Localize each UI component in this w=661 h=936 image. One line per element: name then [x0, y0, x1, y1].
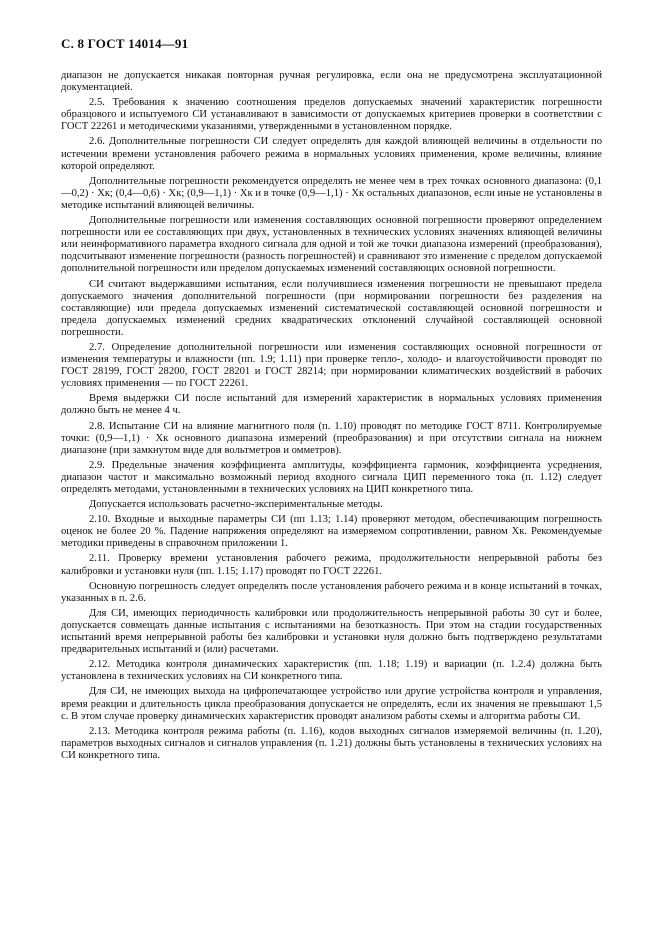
paragraph: 2.10. Входные и выходные параметры СИ (пп 1.13; 1.14) проверяют методом, обеспечивающим погрешность оценок не более 20 %. Падение напряжения определяют на измеряемом сопротивлении, равном Xк. Рекомендуемые методики приведены в справочном приложении 1.	[61, 514, 602, 550]
document-body	[61, 70, 602, 765]
paragraph: 2.11. Проверку времени установления рабочего режима, продолжительности непрерывной работы без калибровки и установки нуля (пп. 1.15; 1.17) проводят по ГОСТ 22261.	[61, 553, 602, 577]
paragraph: Для СИ, не имеющих выхода на цифропечатающее устройство или другие устройства контроля и управления, время реакции и длительность цикла преобразования допускается не определять, если их значения не превышают 1,5 с. В этом случае проверку динамических характеристик проводят анализом работы схемы и алгоритма работы СИ.	[61, 686, 602, 722]
paragraph: 2.13. Методика контроля режима работы (п. 1.16), кодов выходных сигналов измеряемой величины (п. 1.20), параметров выходных сигналов и сигналов управления (п. 1.21) должны быть установлены в технических условиях на СИ конкретного типа.	[61, 725, 602, 761]
paragraph: Время выдержки СИ после испытаний для измерений характеристик в нормальных условиях применения должно быть не менее 4 ч.	[61, 393, 602, 417]
paragraph: 2.7. Определение дополнительной погрешности или изменения составляющих основной погрешности от изменения температуры и влажности (пп. 1.9; 1.11) при проверке тепло-, холодо- и влагоустойчивости проводят по ГОСТ 28199, ГОСТ 28200, ГОСТ 28201 и ГОСТ 28214; при нормировании климатических воздействий в рабочих условиях применения — по ГОСТ 22261.	[61, 341, 602, 390]
paragraph: СИ считают выдержавшими испытания, если получившиеся изменения погрешности не превышают предела допускаемого значения дополнительной погрешности (при нормировании погрешности без разделения на составляющие) или предела допускаемых изменений систематической составляющей основной погрешности и предела допускаемых изменений средних квадратических отклонений случайной составляющей основной погрешности.	[61, 278, 602, 338]
paragraph: 2.5. Требования к значению соотношения пределов допускаемых значений характеристик погрешности образцового и испытуемого СИ устанавливают в зависимости от допускаемых критериев проверки в соответствии с ГОСТ 22261 и методическими указаниями, утвержденными в установленном порядке.	[61, 97, 602, 133]
paragraph: 2.12. Методика контроля динамических характеристик (пп. 1.18; 1.19) и вариации (п. 1.2.4) должна быть установлена в технических условиях на СИ конкретного типа.	[61, 659, 602, 683]
page-header: С. 8 ГОСТ 14014—91	[61, 36, 189, 51]
paragraph: 2.9. Предельные значения коэффициента амплитуды, коэффициента гармоник, коэффициента усреднения, диапазон частот и максимально возможный период входного сигнала ЦИП переменного тока (п. 1.12) следует определять методами, установленными в технических условиях на ЦИП конкретного типа.	[61, 459, 602, 495]
paragraph: Для СИ, имеющих периодичность калибровки или продолжительность непрерывной работы 30 сут и более, допускается совмещать данные испытания с испытаниями на безотказность. При этом на стадии государственных испытаний время непрерывной работы без калибровки и установки нуля должно быть подтверждено результатами предварительных испытаний и (или) расчетами.	[61, 607, 602, 656]
paragraph: Дополнительные погрешности или изменения составляющих основной погрешности проверяют определением погрешности или ее составляющих при двух, установленных в технических условиях значениях влияющей величины или неинформативного параметра входного сигнала для одной и той же точки диапазона измерений (преобразования), подсчитывают изменение погрешности (разность погрешностей) и сравнивают это изменение с пределом допускаемой дополнительной погрешности или пределом допускаемых изменений составляющих основной погрешности.	[61, 215, 602, 275]
paragraph: Дополнительные погрешности рекомендуется определять не менее чем в трех точках основного диапазона: (0,1—0,2) · Xк; (0,4—0,6) · Xк; (0,9—1,1) · Xк и в точке (0,9—1,1) · Xк остальных диапазонов, если иные не установлены в методике испытаний влияющей величины.	[61, 175, 602, 211]
paragraph: 2.6. Дополнительные погрешности СИ следует определять для каждой влияющей величины в отдельности по истечении времени установления рабочего режима в нормальных условиях применения, кроме величины, влияние которой определяют.	[61, 136, 602, 172]
paragraph: Допускается использовать расчетно-экспериментальные методы.	[89, 499, 383, 511]
paragraph: Основную погрешность следует определять после установления рабочего режима и в конце испытаний в точках, указанных в п. 2.6.	[61, 580, 602, 604]
paragraph: 2.8. Испытание СИ на влияние магнитного поля (п. 1.10) проводят по методике ГОСТ 8711. Контролируемые точки: (0,9—1,1) · Xк основного диапазона измерений (преобразования) и при отсутствии сигнала на нижнем диапазоне (при замкнутом виде для вольтметров и омметров).	[61, 420, 602, 456]
paragraph: диапазон не допускается никакая повторная ручная регулировка, если она не предусмотрена эксплуатационной документацией.	[61, 70, 602, 94]
